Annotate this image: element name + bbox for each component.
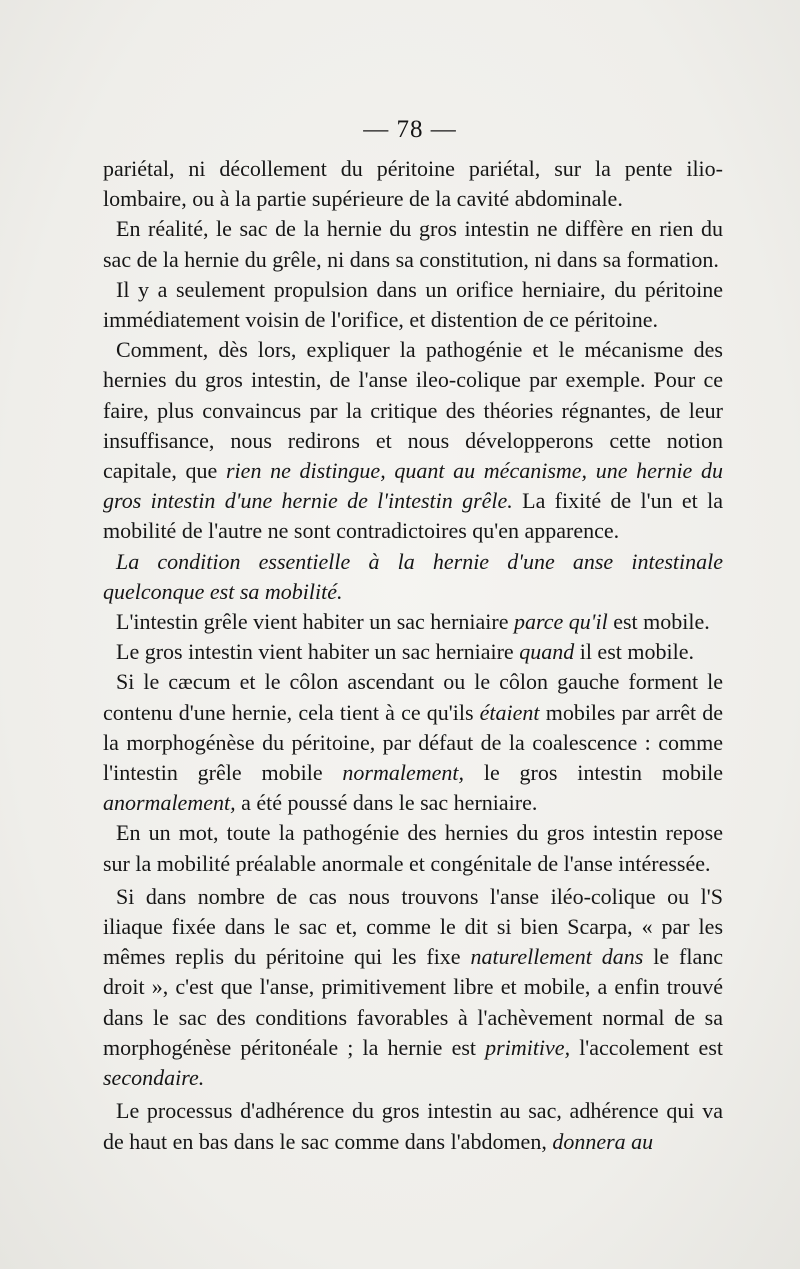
italic-text: parce qu'il — [513, 609, 608, 635]
text: L'intestin grêle vient habiter un sac herniaire — [116, 609, 514, 635]
italic-text: primitive, — [485, 1034, 571, 1060]
italic-text: naturellement dans — [470, 944, 644, 970]
italic-text: donnera au — [552, 1128, 654, 1154]
paragraph — [103, 818, 723, 878]
text: il est mobile. — [574, 639, 694, 665]
text: a été poussé dans le sac herniaire. — [235, 790, 538, 816]
text: le flanc droit », c'est que l'anse, primitivement libre et mobile, a enfin trouvé dans le sac des conditions favorables à l'achèvement normal de sa morphogénèse péritonéale ; la hernie est — [103, 944, 723, 1060]
text: est mobile. — [607, 609, 710, 635]
italic-text: La condition essentielle à la hernie d'une anse intestinale quelconque est sa mobilité. — [103, 548, 723, 604]
text: En réalité, le sac de la hernie du gros intestin ne diffère en rien du sac de la hernie du grêle, ni dans sa constitution, ni dans sa formation. — [103, 216, 723, 272]
body-text — [103, 154, 723, 1157]
text: Comment, dès lors, expliquer la pathogénie et le mécanisme des hernies du gros intestin, de l'anse ileo-colique par exemple. Pour ce faire, plus convaincus par la critique des théories régnantes, de leur insuffisance, nous redirons et nous développerons cette notion capitale, que — [103, 337, 723, 484]
text: Le gros intestin vient habiter un sac herniaire — [116, 639, 520, 665]
paragraph — [103, 607, 723, 637]
page-number: — 78 — — [363, 116, 457, 143]
text: mobiles par arrêt de la morphogénèse du péritoine, par défaut de la coalescence : comme l'intestin grêle mobile — [103, 699, 723, 786]
text: le gros intestin mobile — [464, 760, 723, 786]
italic-text: quand — [519, 639, 575, 665]
paragraph — [103, 667, 723, 818]
paragraph — [103, 1096, 723, 1156]
italic-text: secondaire. — [103, 1065, 205, 1091]
paragraph — [103, 335, 723, 546]
italic-text: normalement, — [342, 760, 465, 786]
paragraph — [103, 275, 723, 335]
text: Si le cæcum et le côlon ascendant ou le côlon gauche forment le contenu d'une hernie, cela tient à ce qu'ils — [103, 669, 723, 725]
text: Si dans nombre de cas nous trouvons l'anse iléo-colique ou l'S iliaque fixée dans le sac et, comme le dit si bien Scarpa, « par les mêmes replis du péritoine qui les fixe — [103, 883, 723, 970]
text: Le processus d'adhérence du gros intestin au sac, adhérence qui va de haut en bas dans le sac comme dans l'abdomen, — [103, 1098, 723, 1154]
italic-text: étaient — [479, 699, 540, 725]
text: Il y a seulement propulsion dans un orifice herniaire, du péritoine immédiatement voisin de l'orifice, et distention de ce péritoine. — [103, 276, 723, 333]
italic-text: anormalement, — [103, 790, 236, 816]
text: La fixité de l'un et la mobilité de l'autre ne sont contradictoires qu'en apparence. — [103, 488, 723, 544]
text: l'accolement est — [570, 1034, 723, 1060]
paragraph — [103, 154, 723, 214]
paragraph — [103, 637, 723, 667]
text: En un mot, toute la pathogénie des hernies du gros intestin repose sur la mobilité préalable anormale et congénitale de l'anse intéressée. — [103, 820, 723, 876]
paragraph — [103, 214, 723, 274]
text: pariétal, ni décollement du péritoine pariétal, sur la pente ilio-lombaire, ou à la partie supérieure de la cavité abdominale. — [103, 156, 723, 212]
italic-text: rien ne distingue, quant au mécanisme, une hernie du gros intestin d'une hernie de l'intestin grêle. — [103, 458, 723, 514]
paragraph — [103, 547, 723, 607]
paragraph — [103, 882, 723, 1093]
